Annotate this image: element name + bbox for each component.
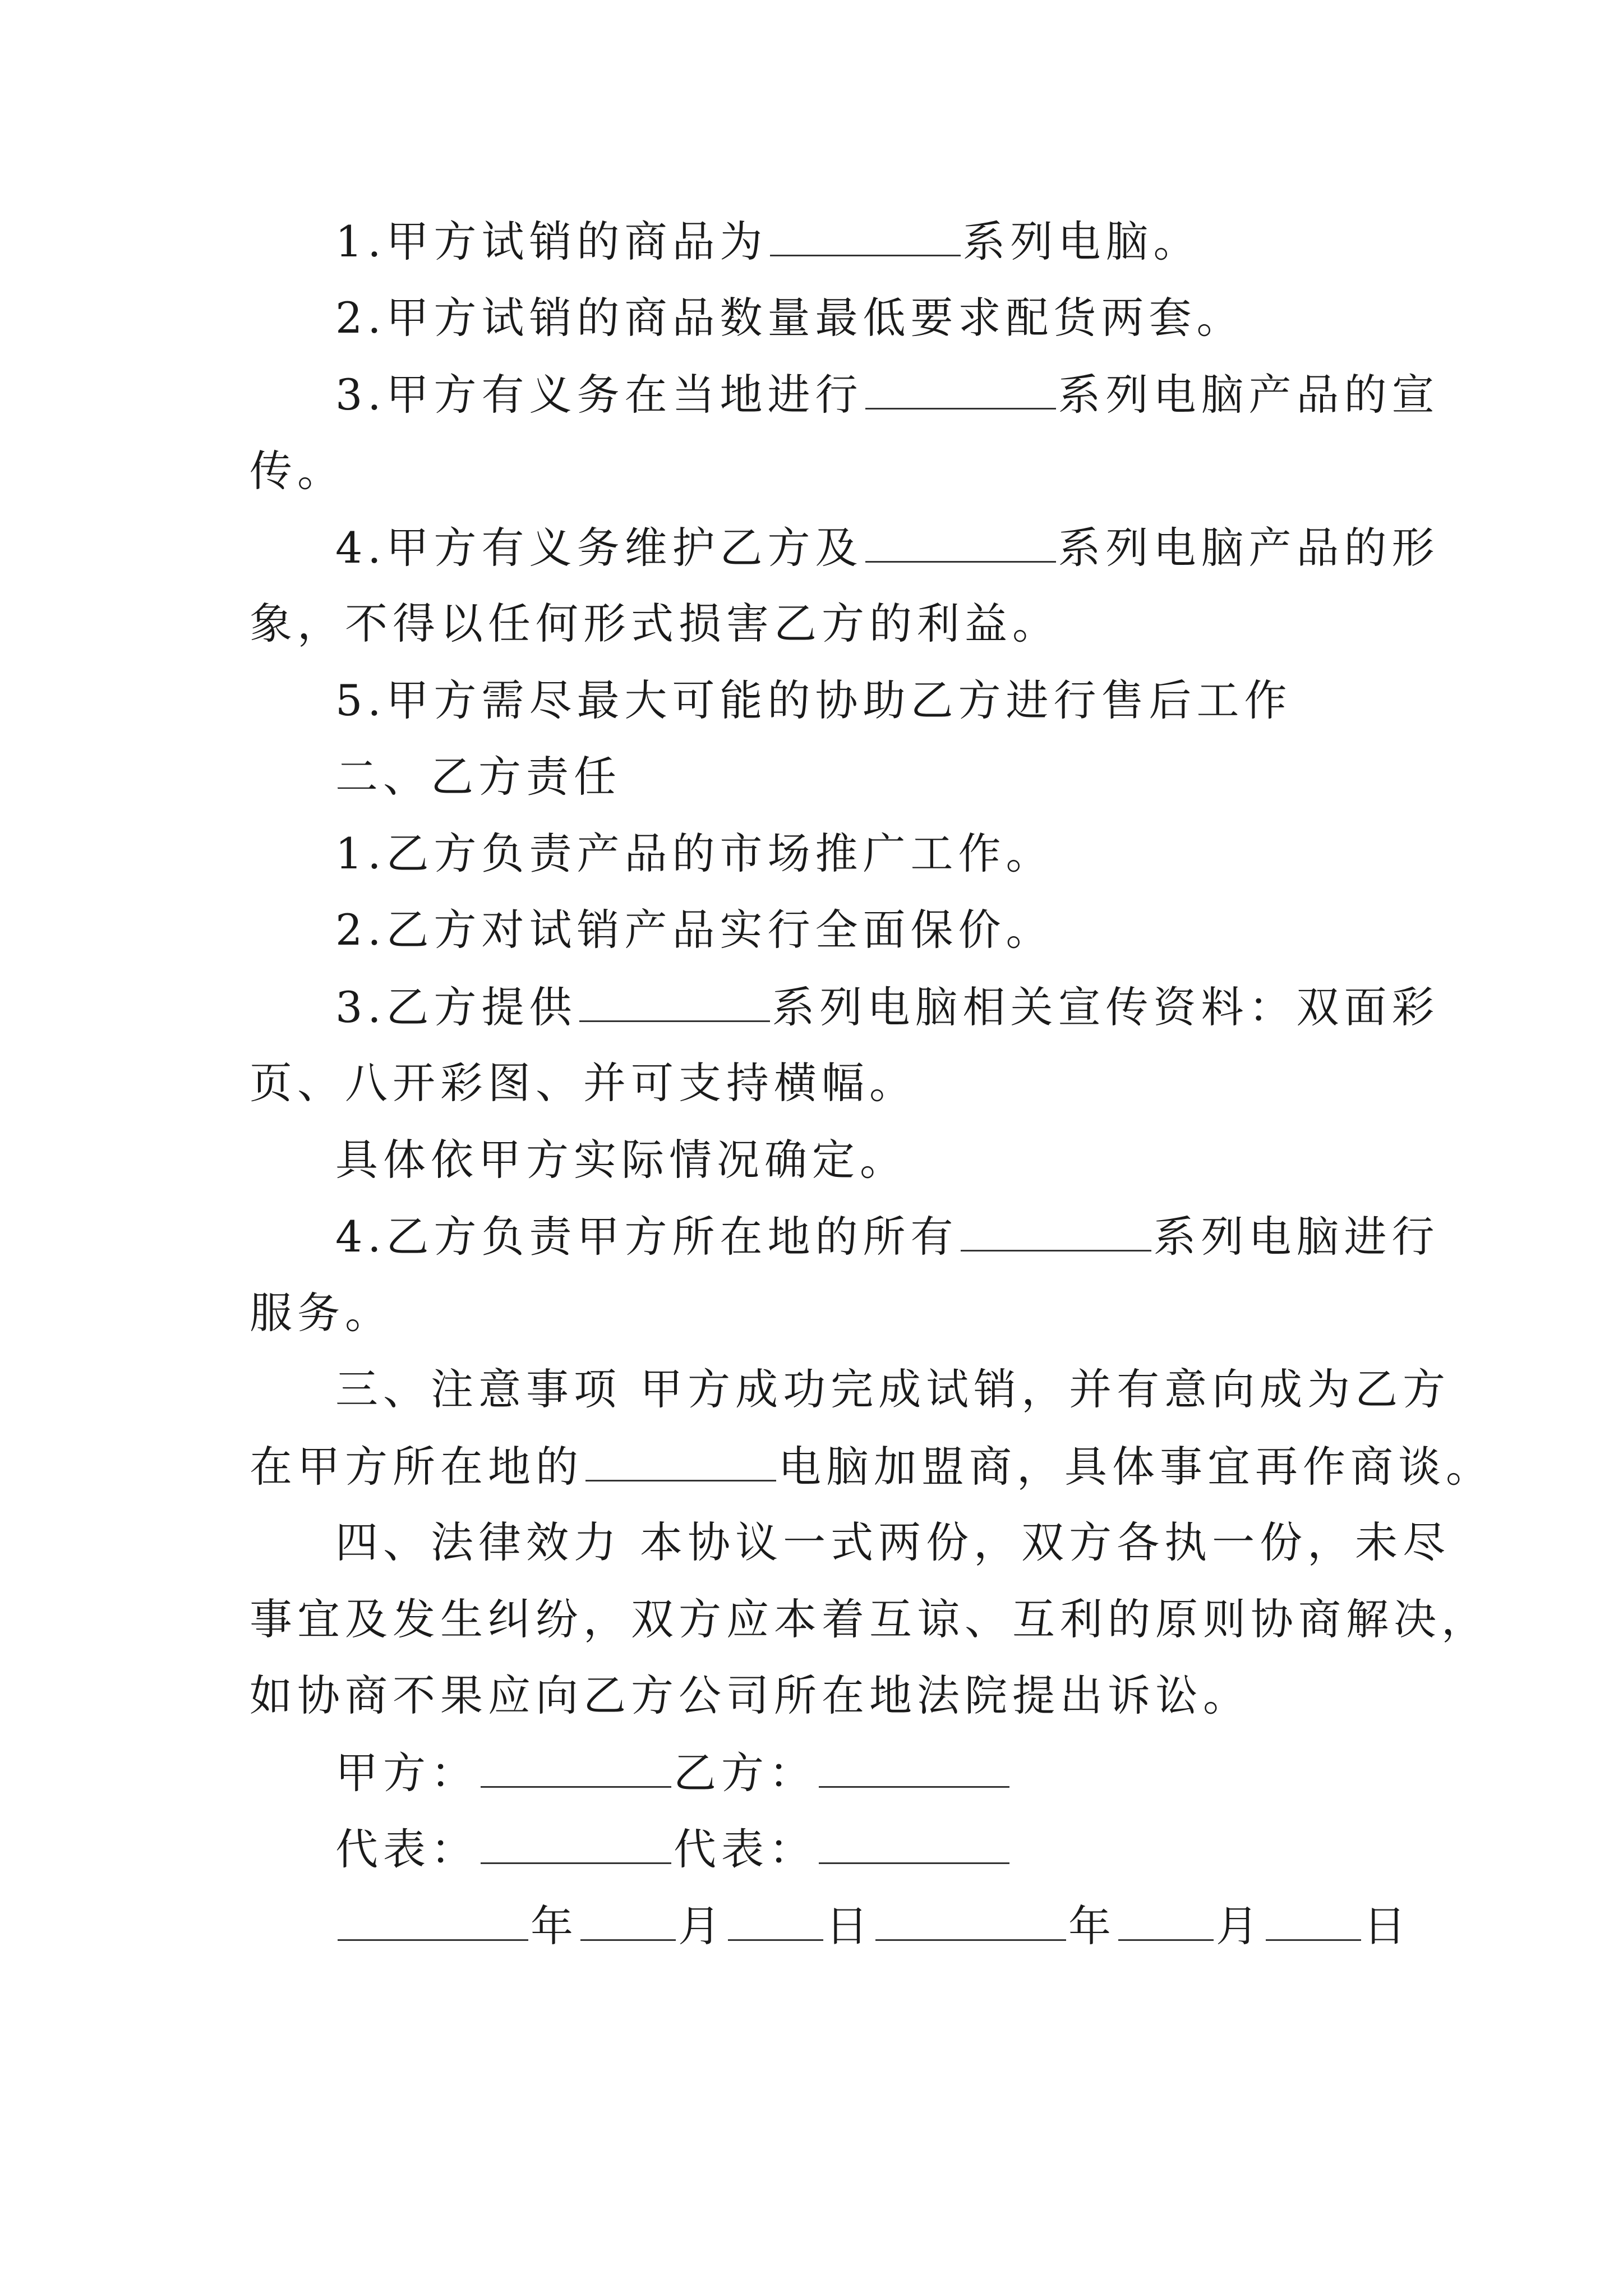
day-label-b: 日 — [1363, 1901, 1411, 1951]
rep-b-label: 代表： — [674, 1824, 817, 1874]
rep-a-field[interactable] — [481, 1822, 671, 1864]
party-a-label: 甲方： — [335, 1748, 478, 1798]
section-c-cont — [250, 1439, 1493, 1494]
clause-a3 — [335, 367, 1474, 422]
clause-b4 — [335, 1209, 1474, 1264]
clause-a4-suffix: 系列电脑产品的形 — [1058, 523, 1440, 573]
clause-b4-cont: 服务。 — [250, 1288, 393, 1338]
clause-a2: 2.甲方试销的商品数量最低要求配货两套。 — [335, 293, 1244, 343]
clause-b3-cont: 页、八开彩图、并可支持横幅。 — [250, 1058, 917, 1108]
clause-a4 — [335, 521, 1474, 575]
party-a-field[interactable] — [481, 1746, 671, 1788]
clause-a3-text: 3.甲方有义务在当地进行 — [335, 370, 863, 420]
section-d-cont2: 如协商不果应向乙方公司所在地法院提出诉讼。 — [250, 1671, 1251, 1720]
clause-a3-suffix: 系列电脑产品的宣 — [1058, 370, 1440, 420]
date-b-day-field[interactable] — [1266, 1899, 1361, 1941]
date-b-month-field[interactable] — [1118, 1899, 1214, 1941]
clause-b2: 2.乙方对试销产品实行全面保价。 — [335, 905, 1054, 955]
section-heading-b: 二、乙方责任 — [335, 752, 621, 802]
clause-a4-cont: 象，不得以任何形式损害乙方的利益。 — [250, 599, 1060, 648]
clause-b4-text: 4.乙方负责甲方所在地的所有 — [335, 1212, 958, 1262]
year-label-b: 年 — [1068, 1901, 1116, 1951]
section-d: 四、法律效力 本协议一式两份，双方各执一份，未尽 — [335, 1517, 1451, 1567]
blank-service-series[interactable] — [961, 1209, 1151, 1251]
month-label-b: 月 — [1216, 1901, 1264, 1951]
clause-a5: 5.甲方需尽最大可能的协助乙方进行售后工作 — [335, 675, 1292, 725]
party-b-field[interactable] — [819, 1746, 1009, 1788]
section-c-cont-text: 在甲方所在地的 — [250, 1442, 583, 1492]
clause-a3-cont: 传。 — [250, 446, 345, 496]
clause-a4-text: 4.甲方有义务维护乙方及 — [335, 523, 863, 573]
clause-a1-suffix: 系列电脑。 — [962, 217, 1201, 266]
signature-party-row — [335, 1746, 1474, 1800]
blank-image-series[interactable] — [865, 521, 1056, 563]
month-label-a: 月 — [678, 1901, 726, 1951]
clause-b3-text: 3.乙方提供 — [335, 982, 577, 1032]
clause-b3-suffix: 系列电脑相关宣传资料：双面彩 — [772, 982, 1440, 1032]
section-c-cont-suffix: 电脑加盟商，具体事宜再作商谈。 — [778, 1442, 1493, 1492]
blank-franchise-brand[interactable] — [585, 1439, 776, 1481]
date-a-month-field[interactable] — [580, 1899, 676, 1941]
date-a-year-field[interactable] — [338, 1899, 528, 1941]
blank-product-series[interactable] — [770, 214, 961, 256]
year-label-a: 年 — [531, 1901, 578, 1951]
blank-material-series[interactable] — [579, 980, 770, 1022]
signature-rep-row — [335, 1822, 1474, 1876]
clause-a1 — [335, 214, 1474, 269]
rep-a-label: 代表： — [335, 1824, 478, 1874]
blank-promo-series[interactable] — [865, 367, 1056, 409]
clause-b3-note: 具体依甲方实际情况确定。 — [335, 1135, 907, 1185]
date-a-day-field[interactable] — [728, 1899, 823, 1941]
day-label-a: 日 — [826, 1901, 873, 1951]
rep-b-field[interactable] — [819, 1822, 1009, 1864]
clause-b3 — [335, 980, 1474, 1034]
party-b-label: 乙方： — [674, 1748, 817, 1798]
section-d-cont1: 事宜及发生纠纷，双方应本着互谅、互利的原则协商解决， — [250, 1594, 1489, 1644]
signature-date-row — [335, 1899, 1474, 1953]
section-c: 三、注意事项 甲方成功完成试销，并有意向成为乙方 — [335, 1364, 1451, 1414]
clause-b4-suffix: 系列电脑进行 — [1153, 1212, 1440, 1262]
date-b-year-field[interactable] — [875, 1899, 1066, 1941]
clause-b1: 1.乙方负责产品的市场推广工作。 — [335, 829, 1054, 878]
clause-a1-text: 1.甲方试销的商品为 — [335, 217, 768, 266]
